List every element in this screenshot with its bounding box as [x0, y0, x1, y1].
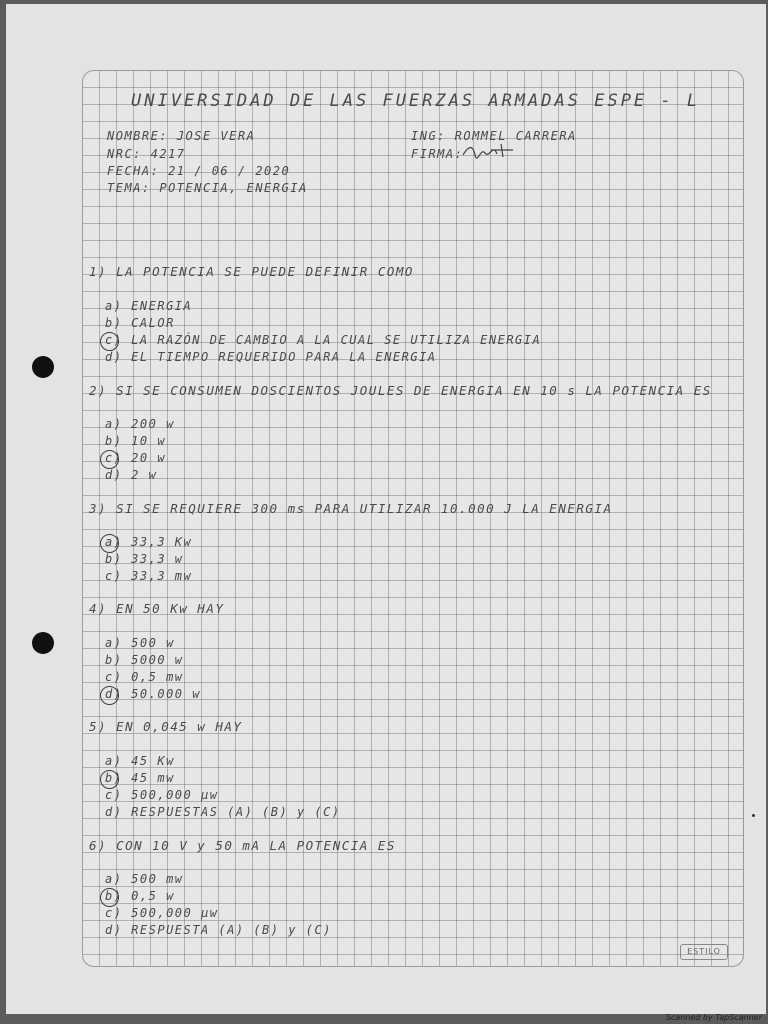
- question-1-prompt: 1) LA POTENCIA SE PUEDE DEFINIR COMO: [89, 264, 414, 279]
- question-4-prompt: 4) EN 50 Kw HAY: [89, 601, 225, 616]
- graph-paper-grid: [82, 70, 744, 967]
- question-3-prompt: 3) SI SE REQUIERE 300 ms PARA UTILIZAR 10.000 J LA ENERGIA: [89, 501, 613, 516]
- q1-option-b: b) CALOR: [105, 316, 175, 330]
- q6-option-d: d) RESPUESTA (A) (B) y (C): [105, 923, 332, 937]
- q5-option-b: b) 45 mw: [105, 771, 175, 785]
- q4-option-a: a) 500 w: [105, 636, 175, 650]
- q1-option-c: c) LA RAZÓN DE CAMBIO A LA CUAL SE UTILIZA ENERGIA: [105, 333, 542, 347]
- q2-option-b: b) 10 w: [105, 434, 167, 448]
- binder-hole-top: [32, 356, 54, 378]
- q6-option-b: b) 0,5 w: [105, 889, 175, 903]
- q2-selected-circle: [100, 450, 119, 469]
- q6-selected-circle: [100, 888, 119, 907]
- q3-option-c: c) 33,3 mw: [105, 569, 193, 583]
- question-6-prompt: 6) CON 10 V y 50 mA LA POTENCIA ES: [89, 838, 396, 853]
- brand-label: ESTILO: [680, 944, 728, 960]
- q3-option-a: a) 33,3 Kw: [105, 535, 193, 549]
- binder-hole-bottom: [32, 632, 54, 654]
- question-5-prompt: 5) EN 0,045 w HAY: [89, 719, 243, 734]
- q1-option-d: d) EL TIEMPO REQUERIDO PARA LA ENERGIA: [105, 350, 437, 364]
- q5-option-d: d) RESPUESTAS (A) (B) y (C): [105, 805, 341, 819]
- signature-icon: [461, 141, 521, 161]
- nrc-field: NRC: 4217: [107, 147, 186, 161]
- q5-option-c: c) 500,000 μw: [105, 788, 219, 802]
- student-name: NOMBRE: JOSE VERA: [107, 129, 256, 143]
- topic-field: TEMA: POTENCIA, ENERGIA: [107, 181, 308, 195]
- teacher-field: ING: ROMMEL CARRERA: [411, 129, 577, 143]
- q1-option-a: a) ENERGIA: [105, 299, 193, 313]
- document-title: UNIVERSIDAD DE LAS FUERZAS ARMADAS ESPE - L: [131, 91, 701, 111]
- signature-label: FIRMA:: [411, 147, 464, 161]
- q6-option-c: c) 500,000 μw: [105, 906, 219, 920]
- date-field: FECHA: 21 / 06 / 2020: [107, 164, 291, 178]
- question-2-prompt: 2) SI SE CONSUMEN DOSCIENTOS JOULES DE ENERGIA EN 10 s LA POTENCIA ES: [89, 383, 712, 398]
- q4-option-d: d) 50.000 w: [105, 687, 201, 701]
- q2-option-d: d) 2 w: [105, 468, 158, 482]
- q3-option-b: b) 33,3 w: [105, 552, 184, 566]
- q2-option-c: c) 20 w: [105, 451, 167, 465]
- scanner-watermark: Scanned by TapScanner: [665, 1013, 762, 1022]
- q4-option-c: c) 0,5 mw: [105, 670, 184, 684]
- q6-option-a: a) 500 mw: [105, 872, 184, 886]
- q5-option-a: a) 45 Kw: [105, 754, 175, 768]
- q4-selected-circle: [100, 686, 119, 705]
- q2-option-a: a) 200 w: [105, 417, 175, 431]
- paper-speck: [752, 814, 755, 817]
- q4-option-b: b) 5000 w: [105, 653, 184, 667]
- q1-selected-circle: [100, 332, 119, 351]
- q3-selected-circle: [100, 534, 119, 553]
- q5-selected-circle: [100, 770, 119, 789]
